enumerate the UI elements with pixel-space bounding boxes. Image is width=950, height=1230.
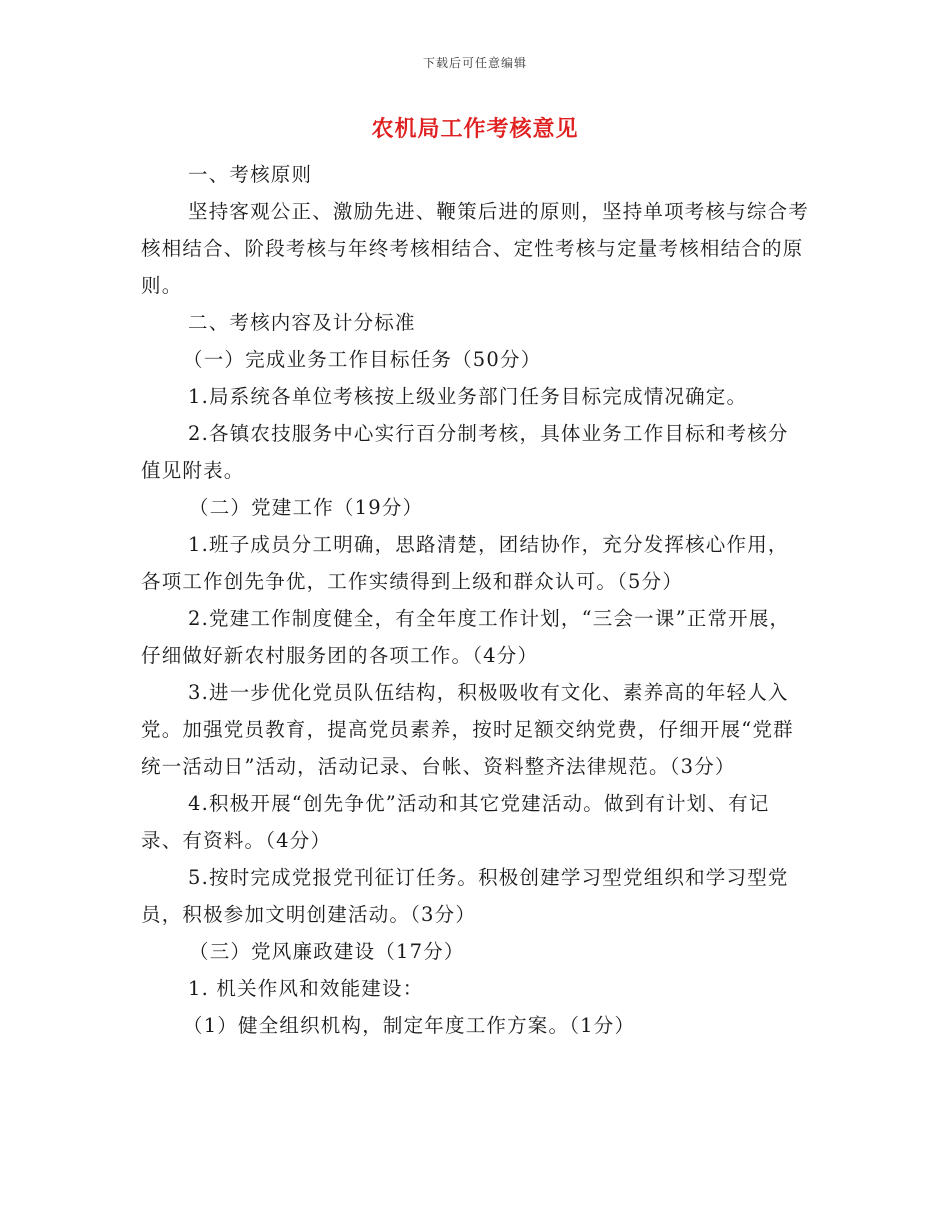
paragraph-item: 3.进一步优化党员队伍结构，积极吸收有文化、素养高的年轻人入党。加强党员教育，提高党员素养，按时足额交纳党费，仔细开展“党群统一活动日”活动，活动记录、台帐、资料整齐法律规范。（3分）: [141, 681, 794, 778]
paragraph-item: 1.局系统各单位考核按上级业务部门任务目标完成情况确定。: [188, 385, 748, 408]
document-title: 农机局工作考核意见: [371, 116, 579, 142]
subsection-heading-business: （一）完成业务工作目标任务（50分）: [183, 348, 542, 371]
subsection-heading-party: （二）党建工作（19分）: [189, 496, 424, 519]
paragraph-item: 2.各镇农技服务中心实行百分制考核，具体业务工作目标和考核分值见附表。: [141, 422, 789, 482]
subsection-heading-integrity: （三）党风廉政建设（17分）: [189, 940, 465, 963]
document-body: [141, 156, 809, 1044]
section-heading-content: 二、考核内容及计分标准: [188, 311, 416, 334]
paragraph-item: 4.积极开展“创先争优”活动和其它党建活动。做到有计划、有记录、有资料。（4分）: [141, 792, 770, 852]
paragraph-item: 5.按时完成党报党刊征订任务。积极创建学习型党组织和学习型党员，积极参加文明创建活动。（3分）: [141, 866, 789, 926]
paragraph-item: 1. 机关作风和效能建设：: [188, 977, 424, 1000]
paragraph-item: 1.班子成员分工明确，思路清楚，团结协作，充分发挥核心作用，各项工作创先争优，工作实绩得到上级和群众认可。（5分）: [141, 533, 789, 593]
header-note: 下载后可任意编辑: [422, 56, 527, 70]
paragraph-item: 2.党建工作制度健全，有全年度工作计划，“三会一课”正常开展，仔细做好新农村服务团的各项工作。（4分）: [141, 607, 791, 667]
paragraph-principles: 坚持客观公正、激励先进、鞭策后进的原则，坚持单项考核与综合考核相结合、阶段考核与年终考核相结合、定性考核与定量考核相结合的原则。: [141, 200, 810, 297]
section-heading-principles: 一、考核原则: [188, 163, 313, 186]
paragraph-item: （1）健全组织机构，制定年度工作方案。（1分）: [183, 1014, 636, 1037]
